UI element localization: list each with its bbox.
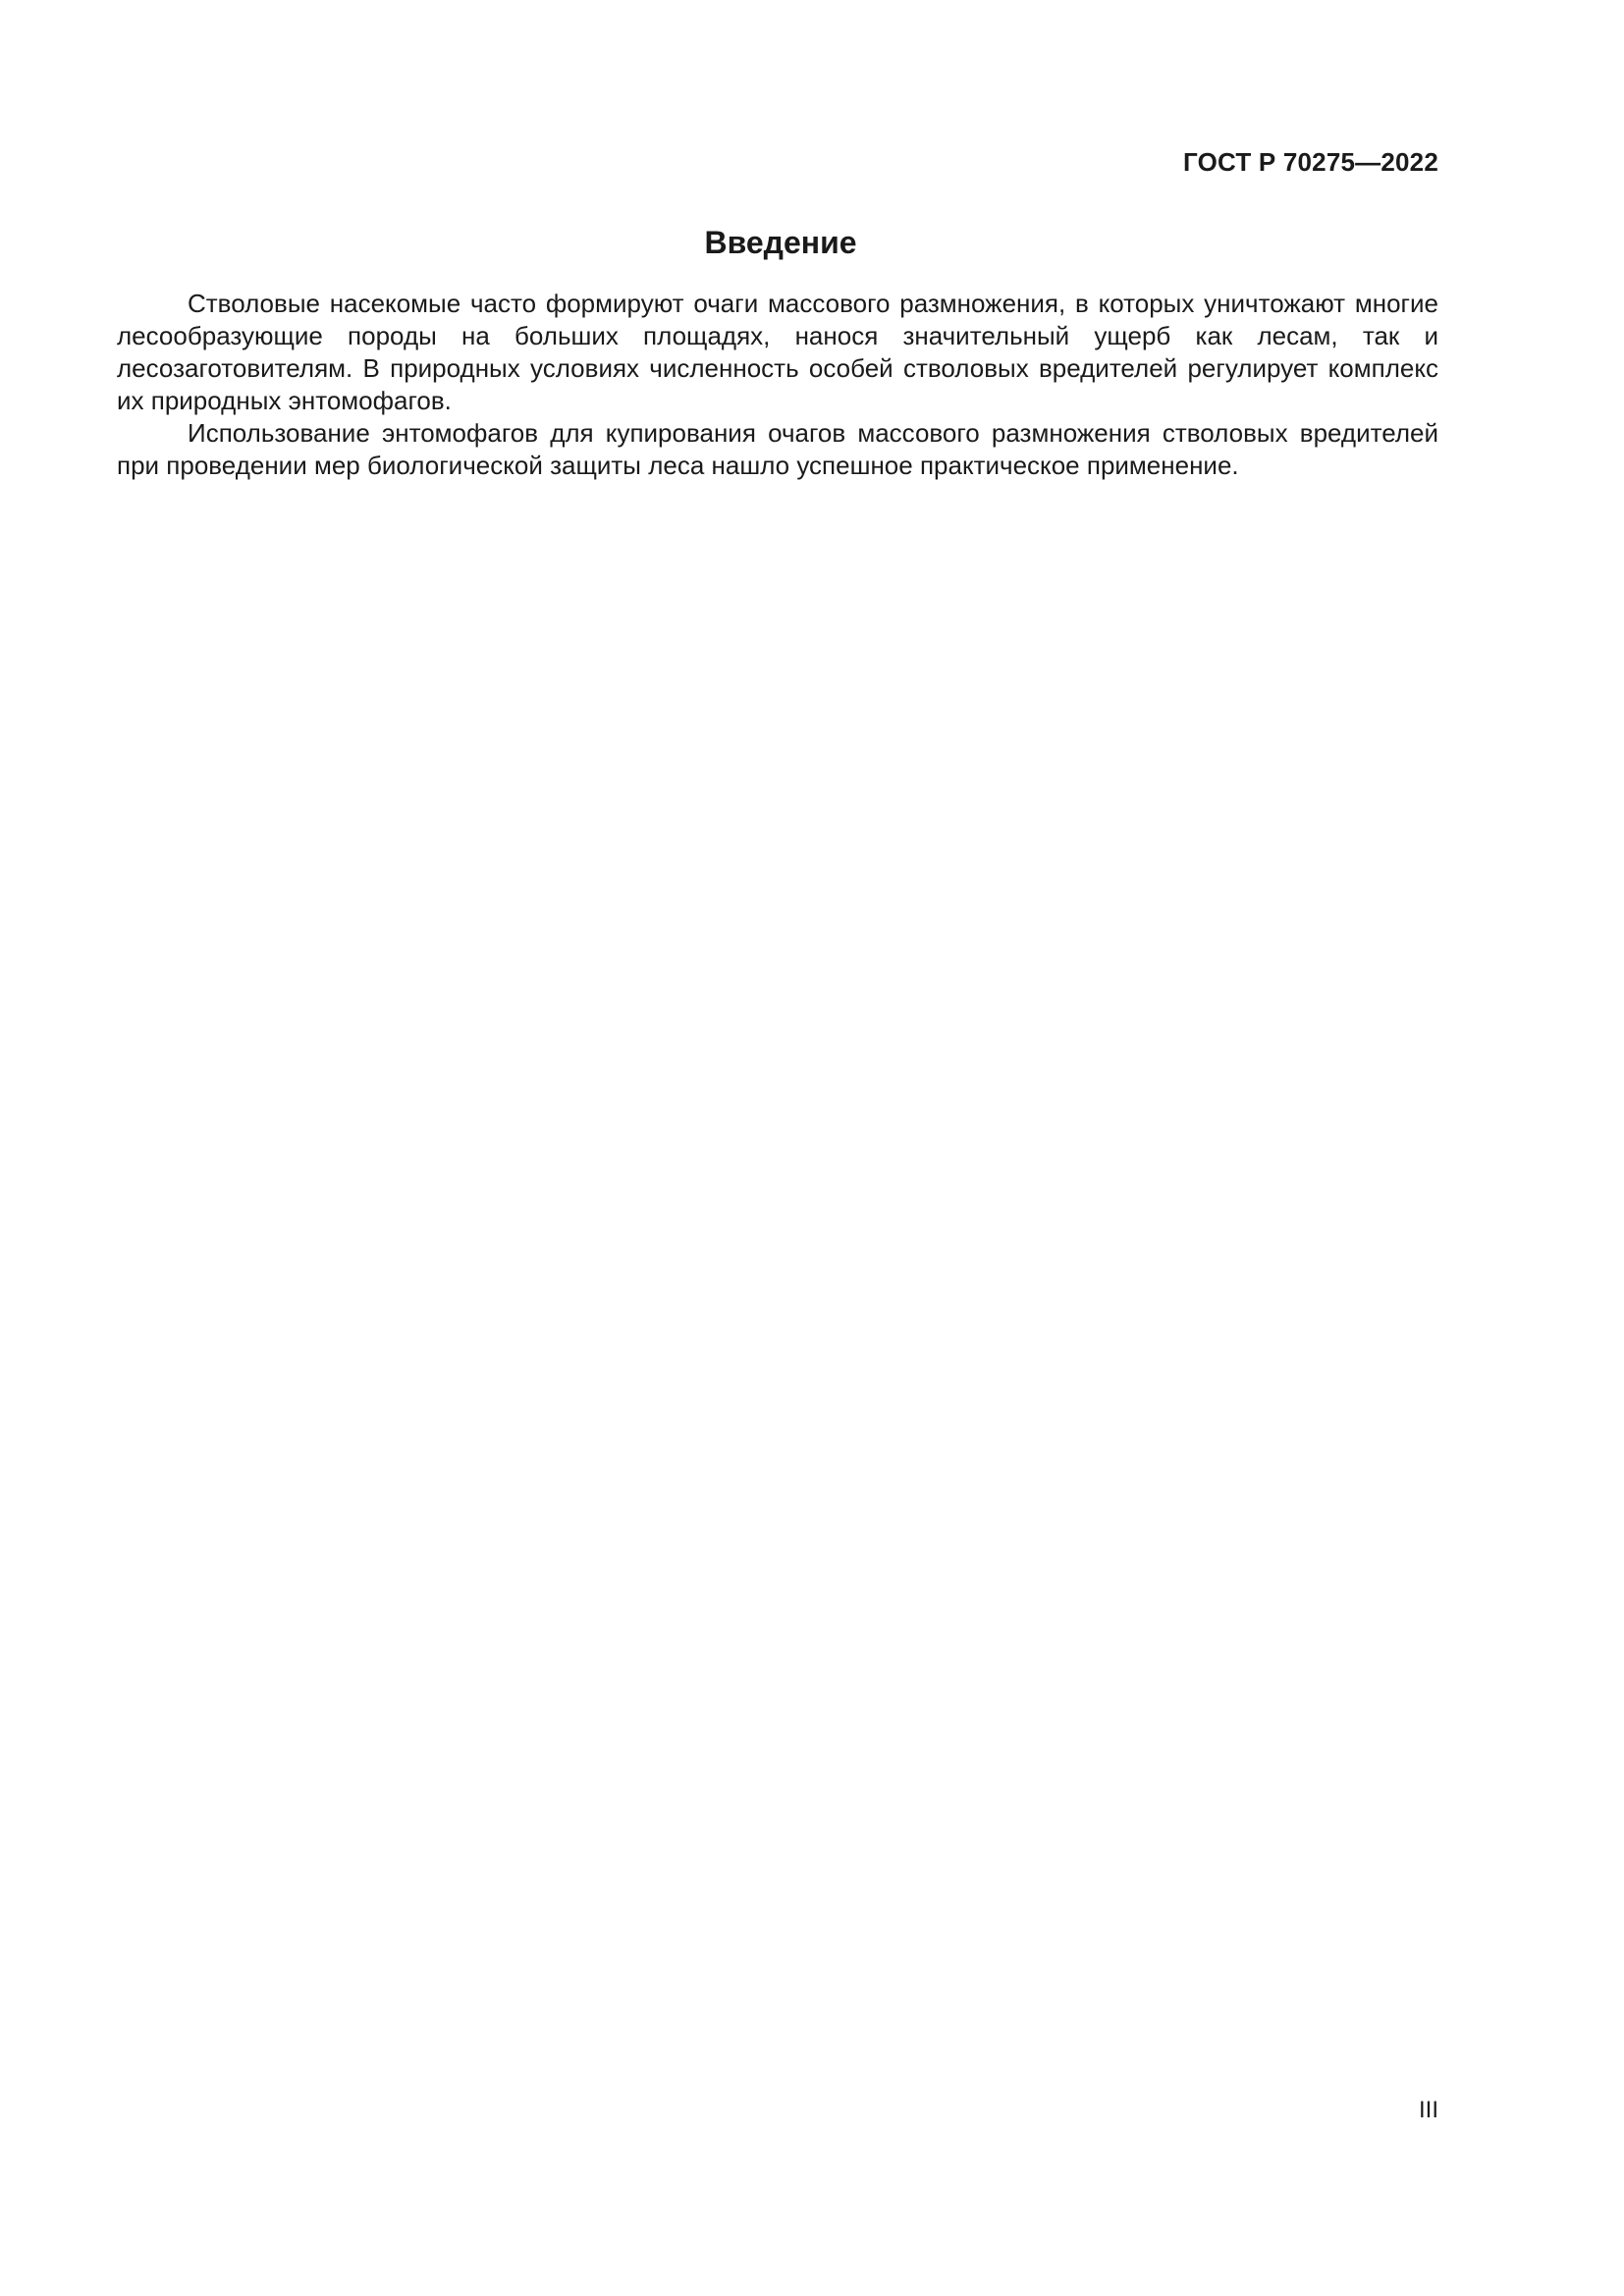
section-title: Введение <box>704 225 857 260</box>
document-number: ГОСТ Р 70275—2022 <box>1183 147 1438 177</box>
paragraph: Использование энтомофагов для купирования очагов массового размножения стволовых вредителей при проведении мер биологической защиты леса нашло успешное практическое применение. <box>117 418 1438 480</box>
section-body <box>117 288 1438 482</box>
paragraph: Стволовые насекомые часто формируют очаги массового размножения, в которых уничтожают многие лесообразующие породы на больших площадях, нанося значительный ущерб как лесам, так и лесозаготовителям. В природных условиях численность особей стволовых вредителей регулирует комплекс их природных энтомофагов. <box>117 289 1438 415</box>
page-number: III <box>1418 2097 1438 2123</box>
